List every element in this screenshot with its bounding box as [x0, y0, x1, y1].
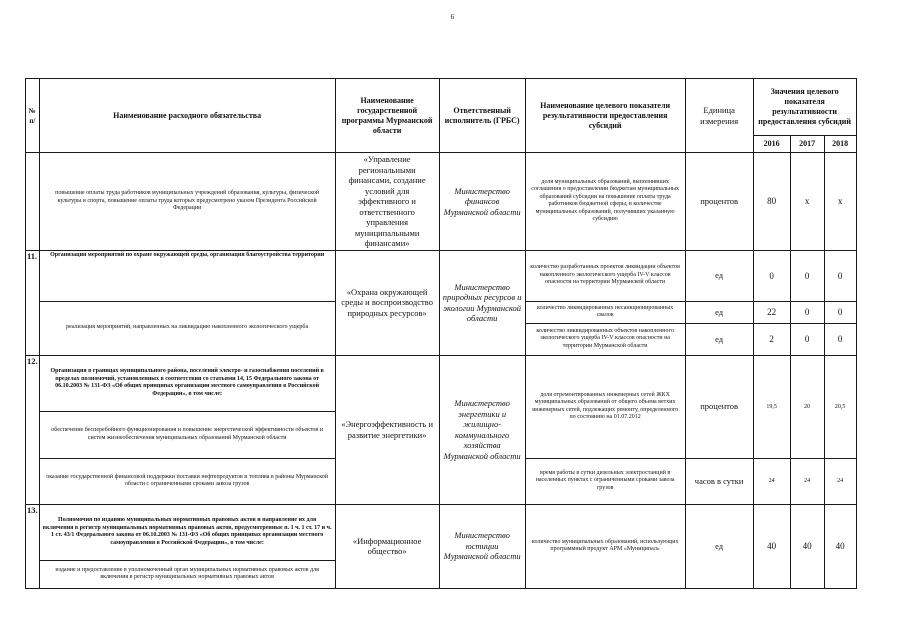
- row-11-unit-2: ед: [685, 301, 753, 323]
- row-11-obligation-main: Организация мероприятий по охране окружающей среды, организация благоустройства территории: [39, 250, 335, 301]
- header-year-2017: 2017: [790, 136, 824, 153]
- row-11-c-2017: 0: [790, 323, 824, 355]
- header-num: № п/: [26, 79, 40, 153]
- header-year-2018: 2018: [824, 136, 856, 153]
- row-13-value-2018: 40: [824, 504, 856, 588]
- row-12-a-2018: 20,5: [824, 355, 856, 458]
- row-10-num: [26, 153, 40, 251]
- row-12-num: 12.: [26, 355, 40, 504]
- row-11-indicator-1: количество разработанных проектов ликвидации объектов накопленного экологического ущерба IV-V классов опасности на территории Мурманской области: [525, 250, 685, 301]
- row-11-indicator-3: количество ликвидированных объектов накопленного экологического ущерба IV-V классов опасности на территории Мурманской области: [525, 323, 685, 355]
- row-11-c-2016: 2: [753, 323, 790, 355]
- row-12-obligation-main: Организация в границах муниципального района, поселений электро- и газоснабжения поселений в пределах полномочий, установленных в соответствии со статьями 14, 15 Федерального закона от 06.10.2003 № 131-ФЗ «Об общих принципах организации местного самоуправления в Российской Федерации», в том числе:: [39, 355, 335, 411]
- row-11-indicator-2: количество ликвидированных несанкционированных свалок: [525, 301, 685, 323]
- targets-table: [25, 78, 857, 589]
- row-12-unit-1: процентов: [685, 355, 753, 458]
- row-10-unit: процентов: [685, 153, 753, 251]
- row-12-obligation-sub-2: оказание государственной финансовой поддержки поставки нефтепродуктов и топлива в районы Мурманской области с ограниченными сроками завоза грузов: [39, 458, 335, 504]
- row-13-num: 13.: [26, 504, 40, 588]
- header-executor: Ответственный исполнитель (ГРБС): [439, 79, 525, 153]
- row-13-unit: ед: [685, 504, 753, 588]
- header-program: Наименование государственной программы Мурманской области: [335, 79, 439, 153]
- row-11-num: 11.: [26, 250, 40, 355]
- row-12-unit-2: часов в сутки: [685, 458, 753, 504]
- header-unit: Единица измерения: [685, 79, 753, 153]
- row-12-a-2017: 20: [790, 355, 824, 458]
- row-10-obligation: повышение оплаты труда работников муниципальных учреждений образования, культуры, физической культуры и спорта, повышение оплаты труда которых предусмотрено указом Президента Российской Федерации: [39, 153, 335, 251]
- row-13-indicator: количество муниципальных образований, использующих программный продукт АРМ «Муниципал»: [525, 504, 685, 588]
- row-11-a-2016: 0: [753, 250, 790, 301]
- row-12-indicator-1: доля отремонтированных инженерных сетей ЖКХ муниципальных образований от общего объема ветхих инженерных сетей, подлежащих ремонту, определенного по состоянию на 01.07.2012: [525, 355, 685, 458]
- row-13-value-2017: 40: [790, 504, 824, 588]
- row-11-unit-1: ед: [685, 250, 753, 301]
- row-10-program: «Управление региональными финансами, создание условий для эффективного и ответственного управления муниципальными финансами»: [335, 153, 439, 251]
- row-12-a-2016: 19,5: [753, 355, 790, 458]
- page-number: 6: [450, 13, 455, 21]
- row-11-a-2018: 0: [824, 250, 856, 301]
- row-13-obligation-sub: издание и предоставление в уполномоченный орган муниципальных нормативных правовых актов для включения в регистр муниципальных нормативных правовых актов: [39, 560, 335, 588]
- row-11-a-2017: 0: [790, 250, 824, 301]
- row-12-b-2017: 24: [790, 458, 824, 504]
- row-10-value-2017: х: [790, 153, 824, 251]
- row-13-obligation-main: Полномочия по изданию муниципальных нормативных правовых актов и направление их для включения в регистр муниципальных нормативных правовых актов, предусмотренные п. 1 ч. 1 ст. 17 и ч. 1 ст. 43/1 Федерального закона от 06.10.2003 № 131-ФЗ «Об общих принципах организации местного самоуправления в Российской Федерации», в том числе:: [39, 504, 335, 560]
- row-12-indicator-2: время работы в сутки дизельных электростанций в населенных пунктах с ограниченными сроками завоза грузов: [525, 458, 685, 504]
- row-11-obligation-sub: реализация мероприятий, направленных на ликвидацию накопленного экологического ущерба: [39, 301, 335, 355]
- row-12-executor: Министерство энергетики и жилищно-коммунального хозяйства Мурманской области: [439, 355, 525, 504]
- row-12-program: «Энергоэффективность и развитие энергетики»: [335, 355, 439, 504]
- row-13-program: «Информационное общество»: [335, 504, 439, 588]
- row-11-b-2018: 0: [824, 301, 856, 323]
- row-12-b-2016: 24: [753, 458, 790, 504]
- header-values: Значения целевого показателя результативности предоставления субсидий: [753, 79, 856, 136]
- header-indicator: Наименование целевого показатели результативности предоставления субсидий: [525, 79, 685, 153]
- row-13-value-2016: 40: [753, 504, 790, 588]
- row-10-indicator: доля муниципальных образований, выполнивших соглашения о предоставлении бюджетам муниципальных образований субсидии на повышение оплаты труда работников бюджетной сферы, в количестве муниципальных образований, получивших указанную субсидию: [525, 153, 685, 251]
- row-10-value-2016: 80: [753, 153, 790, 251]
- row-11-b-2017: 0: [790, 301, 824, 323]
- row-12-obligation-sub-1: обеспечение бесперебойного функционирования и повышение энергетической эффективности объектов и систем жизнеобеспечения муниципальных образований Мурманской области: [39, 411, 335, 458]
- row-12-b-2018: 24: [824, 458, 856, 504]
- row-11-b-2016: 22: [753, 301, 790, 323]
- row-10-value-2018: х: [824, 153, 856, 251]
- row-11-executor: Министерство природных ресурсов и экологии Мурманской области: [439, 250, 525, 355]
- row-11-program: «Охрана окружающей среды и воспроизводство природных ресурсов»: [335, 250, 439, 355]
- header-year-2016: 2016: [753, 136, 790, 153]
- row-13-executor: Министерство юстиции Мурманской области: [439, 504, 525, 588]
- row-10-executor: Министерство финансов Мурманской области: [439, 153, 525, 251]
- header-obligation: Наименование расходного обязательства: [39, 79, 335, 153]
- row-11-c-2018: 0: [824, 323, 856, 355]
- row-11-unit-3: ед: [685, 323, 753, 355]
